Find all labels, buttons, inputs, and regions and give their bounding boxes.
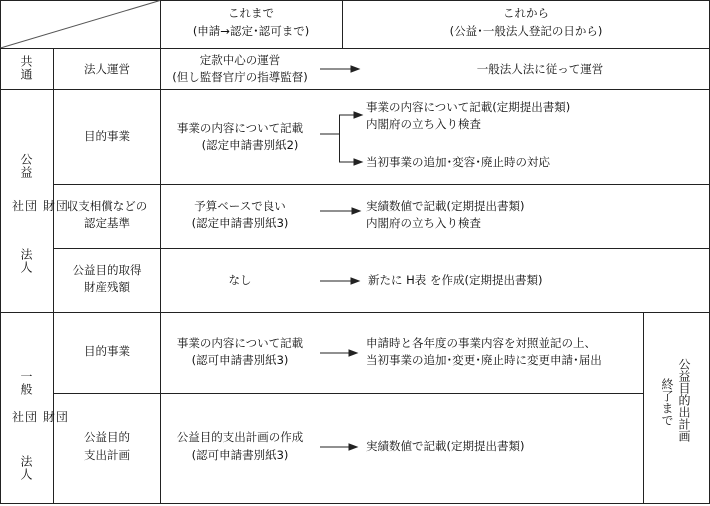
- row3-before-line1: 予算ベースで良い: [194, 199, 286, 213]
- row6-after-line1: 実績数値で記載(定期提出書類): [366, 439, 525, 453]
- row2-after-line2: 内閣府の立ち入り検査: [366, 117, 481, 131]
- row5-after-line1: 申請時と各年度の事業内容を対照並記の上、: [366, 336, 596, 350]
- row4-after-line1: 新たに H表 を作成(定期提出書類): [368, 273, 543, 287]
- row1-before-line1: 定款中心の運営: [199, 53, 281, 67]
- section-general-top: 一般: [19, 370, 33, 396]
- row5-after-line2: 当初事業の追加･変更･廃止時に変更申請･届出: [366, 353, 602, 367]
- section-public-mid: 社団 財団: [12, 199, 69, 213]
- section-general-bottom: 法人: [19, 455, 33, 481]
- row3-item-line2: 認定基準: [84, 216, 130, 230]
- row6-before-line2: (認可申請書別紙3): [191, 448, 289, 462]
- row1-before-line2: (但し監督官庁の指導監督): [172, 70, 308, 84]
- header-before-title: これまで: [228, 6, 274, 20]
- section-general-mid: 社団 財団: [12, 410, 69, 424]
- row2-before-line1: 事業の内容について記載: [176, 121, 304, 135]
- row5-before-line1: 事業の内容について記載: [176, 336, 304, 350]
- side-note-line2: 終了まで: [660, 378, 674, 426]
- section-common-label: 共通: [19, 55, 33, 81]
- row2-before-line2: (認定申請書別紙2): [201, 138, 299, 152]
- row4-before-line1: なし: [228, 273, 252, 287]
- row6-item-line1: 公益目的: [84, 430, 130, 444]
- row1-item: 法人運営: [84, 62, 130, 76]
- row2-item: 目的事業: [84, 129, 130, 143]
- section-public-top: 公益: [19, 153, 33, 179]
- row6-item-line2: 支出計画: [84, 448, 130, 462]
- row3-after-line2: 内閣府の立ち入り検査: [366, 216, 481, 230]
- row2-after-line1: 事業の内容について記載(定期提出書類): [366, 100, 571, 114]
- header-after-subtitle: (公益･一般法人登記の日から): [449, 24, 603, 38]
- row4-item-line2: 財産残額: [84, 280, 130, 294]
- row3-item-line1: 収支相償などの: [66, 199, 148, 213]
- section-public-bottom: 法人: [19, 248, 33, 274]
- row6-before-line1: 公益目的支出計画の作成: [176, 430, 304, 444]
- row3-after-line1: 実績数値で記載(定期提出書類): [366, 199, 525, 213]
- header-after-title: これから: [503, 6, 549, 20]
- row4-item-line1: 公益目的取得: [72, 263, 142, 277]
- header-before-subtitle: (申請→認定･認可まで): [192, 24, 310, 38]
- row5-before-line2: (認可申請書別紙3): [191, 353, 289, 367]
- row2-after-line3: 当初事業の追加･変容･廃止時の対応: [366, 155, 550, 169]
- row5-item: 目的事業: [84, 344, 130, 358]
- row3-before-line2: (認定申請書別紙3): [191, 216, 289, 230]
- row1-after-line1: 一般法人法に従って運営: [476, 62, 604, 76]
- side-note-line1: 公益目的出計画: [677, 358, 691, 442]
